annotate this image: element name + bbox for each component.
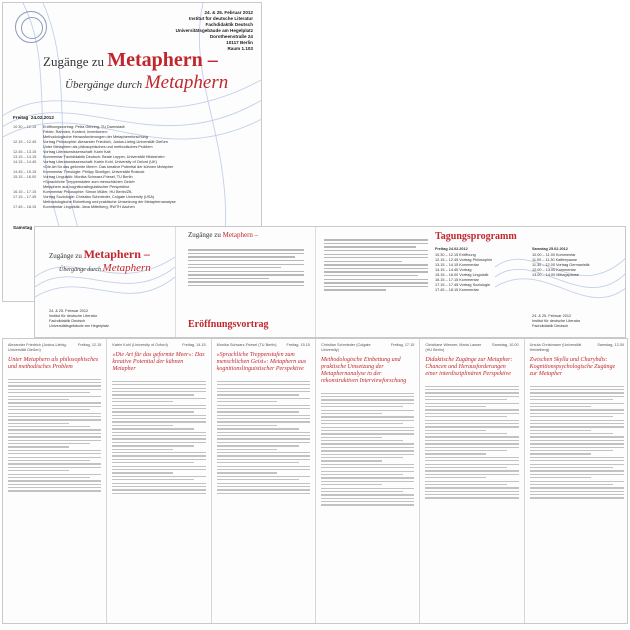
talk-abstract-column — [212, 339, 316, 623]
talk-title: Methodologische Einbettung und praktische Umsetzung der Metaphernanalyse in der rekonstruktiven Interviewforschung — [321, 356, 407, 384]
subtitle-prefix: Übergänge durch — [65, 79, 143, 91]
brochure-cover-column — [35, 227, 175, 337]
talk-abstract-column — [107, 339, 211, 623]
title-prefix: Zugänge zu — [43, 54, 105, 69]
program-text: Methodologische Einbettung und praktische Umsetzung der Metaphernanalyse — [43, 200, 176, 204]
section-title-eroeffnung: Eröffnungsvortrag — [188, 319, 269, 330]
intro-text — [188, 247, 304, 289]
event-city: 10117 Berlin — [226, 40, 253, 45]
talk-meta — [321, 343, 414, 353]
program-text-column — [315, 227, 435, 337]
program-row — [13, 205, 251, 210]
program-time: 12.45 – 13.15 — [13, 150, 37, 154]
program-time: 14.45 – 15.15 — [13, 170, 37, 174]
program-text: Vortrag Soziologie: Christian Schmieder, Colgate University (USA) — [43, 195, 155, 199]
schedule-saturday-column — [530, 227, 626, 337]
event-street: Dorotheenstraße 24 — [209, 34, 253, 39]
program-text: Unter Metaphern als philosophisches und methodisches Problem — [43, 145, 153, 149]
program-time: 14.15 – 14.45 — [13, 160, 37, 164]
talk-title: »Sprachliche Treppenstufen zum menschlichen Geist«: Metaphern aus kognitionslinguistischer Perspektive — [216, 351, 307, 372]
program-text: Vortrag Linguistik: Monika Schwarz-Friesel, TU Berlin — [43, 175, 133, 179]
talk-speaker: Ursula Christmann (Universität Heidelberg) — [529, 343, 582, 352]
event-room: Raum 1.103 — [227, 46, 253, 51]
schedule-heading: Samstag 25.02.2012 — [532, 247, 568, 251]
talk-body — [8, 379, 101, 492]
schedule-item: 17.15 – 17.45 Vortrag Soziologie — [435, 283, 491, 287]
talk-speaker: Monika Schwarz-Friesel (TU Berlin) — [216, 343, 277, 347]
talk-slot: Freitag, 15.15 — [286, 343, 310, 347]
program-text: »Die Art für das geformte Meer«: Das kreative Potential der kühnen Metapher — [43, 165, 174, 169]
program-time: 13.15 – 14.15 — [13, 155, 37, 159]
program-text: Kommentar Philosophie: Simon Müller, HU Berlin/ZfL — [43, 190, 133, 194]
talk-speaker: Katrin Kohl (University of Oxford) — [112, 343, 168, 347]
day2-heading: Samstag — [13, 225, 33, 230]
talk-body — [321, 393, 414, 506]
program-text: Kommentar Theologie: Philipp Stoellger, Universität Rostock — [43, 170, 145, 174]
talk-meta — [217, 343, 310, 348]
program-time: 10.30 – 12.15 — [13, 125, 37, 129]
program-text: Eröffnungsvortrag: Petra Gehring, TU Darmstadt — [43, 125, 125, 129]
schedule-item: 11.00 – 11.30 Kaffeepause — [532, 258, 577, 262]
schedule-item: 10.30 – 12.15 Eröffnung — [435, 253, 476, 257]
talk-meta — [112, 343, 205, 348]
event-building: Universitätsgebäude am Hegelplatz — [175, 28, 253, 33]
talk-slot: Freitag, 12.15 — [77, 343, 102, 347]
schedule-item: 12.00 – 13.00 Kommentar — [532, 268, 576, 272]
day1-program — [13, 125, 251, 210]
talk-abstract-column — [525, 339, 628, 623]
talk-title: Didaktische Zugänge zur Metapher: Chancen und Herausforderungen einer interdisziplinären Perspektive — [425, 356, 513, 377]
schedule-item: 15.15 – 16.00 Vortrag Linguistik — [435, 273, 489, 277]
talk-title: Unter Metaphern als philosophisches und methodisches Problem — [8, 356, 99, 370]
saturday-schedule-list — [532, 247, 624, 278]
talk-body — [112, 381, 205, 494]
subtitle-highlight: Metaphern — [144, 72, 229, 93]
section-title-tagungsprogramm: Tagungsprogramm — [435, 231, 517, 242]
schedule-item: 13.00 – 14.00 Mittagspause — [532, 273, 579, 277]
program-text: Methodologische Herausforderungen der Metaphernforschung — [43, 135, 148, 139]
abstracts-strip — [2, 338, 628, 624]
schedule-item: 12.15 – 12.45 Vortrag Philosophie — [435, 258, 493, 262]
talk-abstract-column — [3, 339, 107, 623]
page-title — [43, 49, 253, 94]
brochure-title: Zugänge zu Metaphern – Übergänge durch Metaphern — [49, 247, 151, 274]
schedule-item: 17.45 – 18.15 Kommentar — [435, 288, 479, 292]
talk-title: »Die Art für das geformte Meer«: Das kreative Potential der kühnen Metapher — [112, 351, 205, 372]
schedule-item: 11.30 – 12.00 Vortrag Germanistik — [532, 263, 590, 267]
schedule-item: 13.15 – 14.15 Kommentar — [435, 263, 479, 267]
talk-meta — [8, 343, 101, 353]
program-text: Vortrag Literaturwissenschaft: Katrin Kohl, University of Oxford (UK) — [43, 160, 157, 164]
talk-abstract-column — [316, 339, 420, 623]
program-time: 17.45 – 18.15 — [13, 205, 37, 209]
back-venue: 24. & 25. Februar 2012 Institut für deutsche Literatur Fachdidaktik Deutsch — [532, 314, 581, 328]
schedule-heading: Freitag 24.02.2012 — [435, 247, 468, 251]
talk-meta — [425, 343, 518, 353]
program-text: Metaphern aus kognitionslinguistischer Perspektive — [43, 185, 130, 189]
schedule-friday-column — [435, 227, 530, 337]
talk-title: Zwischen Skylla und Charybdis: Kognitionspsychologische Zugänge zur Metapher — [529, 356, 616, 377]
event-institute: Institut für deutsche Literatur — [188, 16, 253, 21]
program-time: 12.15 – 12.45 — [13, 140, 37, 144]
title-highlight: Metaphern – — [107, 49, 218, 71]
program-time: 15.15 – 16.00 — [13, 175, 37, 179]
intro-column — [175, 227, 315, 337]
program-text — [324, 237, 428, 293]
program-text: Kommentar Linguistik: Jana Mittelberg, RWTH Aachen — [43, 205, 135, 209]
event-dates: 24. & 25. Februar 2012 — [204, 10, 253, 15]
schedule-item: 10.00 – 11.00 Kommentar — [532, 253, 576, 257]
program-text: Kommentar Fachdidaktik Deutsch: Beate Lepper, Universität Hildesheim — [43, 155, 165, 159]
talk-body — [217, 381, 310, 494]
program-text: Vortrag Philosophie: Alexander Friedrich, Justus-Liebig-Universität Gießen — [43, 140, 168, 144]
program-text: »Sprachliche Treppenstufen zum menschlichen Geist« — [43, 180, 135, 184]
talk-meta — [530, 343, 624, 353]
talk-slot: Samstag, 10.00 — [492, 343, 519, 347]
friday-schedule-list — [435, 247, 527, 293]
intro-title: Zugänge zu Metaphern – — [188, 231, 259, 239]
talk-slot: Freitag, 17.15 — [390, 343, 415, 347]
university-seal-icon — [15, 11, 47, 43]
program-text: Felder, Rahmen, Kontext, Inventionen: — [43, 130, 108, 134]
program-time: 17.15 – 17.45 — [13, 195, 37, 199]
talk-body — [425, 386, 518, 499]
talk-speaker: Alexander Friedrich (Justus-Liebig-Universität Gießen) — [8, 343, 67, 352]
brochure-inside-panel — [34, 226, 626, 338]
talk-speaker: Christian Schmieder (Colgate University) — [321, 343, 371, 352]
program-time: 16.15 – 17.15 — [13, 190, 37, 194]
talk-slot: Freitag, 14.15 — [182, 343, 206, 347]
talk-body — [530, 386, 624, 499]
schedule-item: 16.15 – 17.15 Kommentar — [435, 278, 479, 282]
event-info — [176, 10, 253, 52]
talk-slot: Samstag, 12.00 — [597, 343, 624, 347]
event-department: Fachdidaktik Deutsch — [205, 22, 253, 27]
program-text: Vortrag Literaturwissenschaft: Karin Kalt — [43, 150, 111, 154]
brochure-venue: 24. & 25. Februar 2012 Institut für deutsche Literatur Fachdidaktik Deutsch Universitätsgebäude am Hegelplatz — [49, 309, 109, 328]
day1-heading: Freitag 24.02.2012 — [13, 115, 54, 120]
talk-speaker: Christiane Wiesner, Maria Lasser (HU Berlin) — [425, 343, 482, 352]
talk-abstract-column — [420, 339, 524, 623]
schedule-item: 14.15 – 14.45 Vortrag — [435, 268, 472, 272]
